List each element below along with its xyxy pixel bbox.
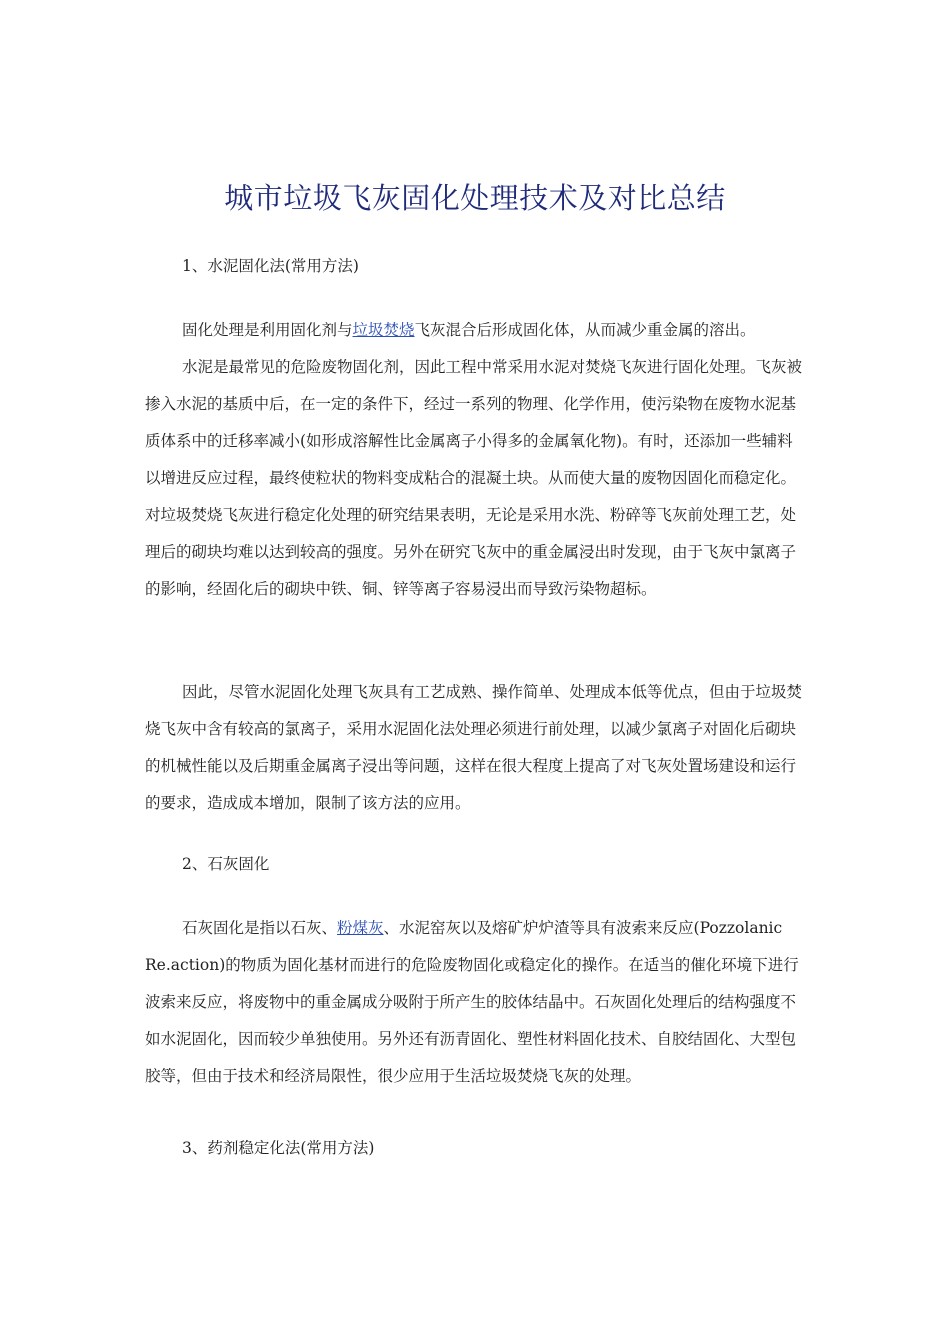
section-heading-lime: 2、石灰固化 xyxy=(182,855,270,873)
section-heading-chemical: 3、药剂稳定化法(常用方法) xyxy=(182,1139,375,1157)
link-waste-incineration[interactable]: 垃圾焚烧 xyxy=(352,321,415,339)
document-title: 城市垃圾飞灰固化处理技术及对比总结 xyxy=(224,181,726,215)
paragraph-lime xyxy=(145,910,805,1095)
paragraph-text: 水泥是最常见的危险废物固化剂，因此工程中常采用水泥对焚烧飞灰进行固化处理。飞灰被掺入水泥的基质中后，在一定的条件下，经过一系列的物理、化学作用，使污染物在废物水泥基质体系中的迁移率减小(如形成溶解性比金属离子小得多的金属氧化物)。有时，还添加一些辅料以增进反应过程，最终使粒状的物料变成粘合的混凝土块。从而使大量的废物因固化而稳定化。对垃圾焚烧飞灰进行稳定化处理的研究结果表明，无论是采用水洗、粉碎等飞灰前处理工艺，处理后的砌块均难以达到较高的强度。另外在研究飞灰中的重金属浸出时发现，由于飞灰中氯离子的影响，经固化后的砌块中铁、铜、锌等离子容易浸出而导致污染物超标。 xyxy=(145,358,803,598)
paragraph-cement-conclusion: 因此，尽管水泥固化处理飞灰具有工艺成熟、操作简单、处理成本低等优点，但由于垃圾焚烧飞灰中含有较高的氯离子，采用水泥固化法处理必须进行前处理，以减少氯离子对固化后砌块的机械性能以及后期重金属离子浸出等问题，这样在很大程度上提高了对飞灰处置场建设和运行的要求，造成成本增加，限制了该方法的应用。 xyxy=(145,683,803,812)
paragraph-text: 石灰固化是指以石灰、 xyxy=(182,919,338,937)
paragraph-text: 飞灰混合后形成固化体，从而减少重金属的溶出。 xyxy=(414,321,756,339)
link-fly-ash[interactable]: 粉煤灰 xyxy=(337,919,384,937)
paragraph-cement-intro xyxy=(145,312,805,608)
section-heading-cement: 1、水泥固化法(常用方法) xyxy=(182,257,359,275)
paragraph-text: 、水泥窑灰以及熔矿炉炉渣等具有波索来反应(Pozzolanic Re.action)的物质为固化基材而进行的危险废物固化或稳定化的操作。在适当的催化环境下进行波索来反应，将废物中的重金属成分吸附于所产生的胶体结晶中。石灰固化处理后的结构强度不如水泥固化，因而较少单独使用。另外还有沥青固化、塑性材料固化技术、自胶结固化、大型包胶等，但由于技术和经济局限性，很少应用于生活垃圾焚烧飞灰的处理。 xyxy=(145,919,799,1085)
paragraph-text: 固化处理是利用固化剂与 xyxy=(182,321,353,339)
